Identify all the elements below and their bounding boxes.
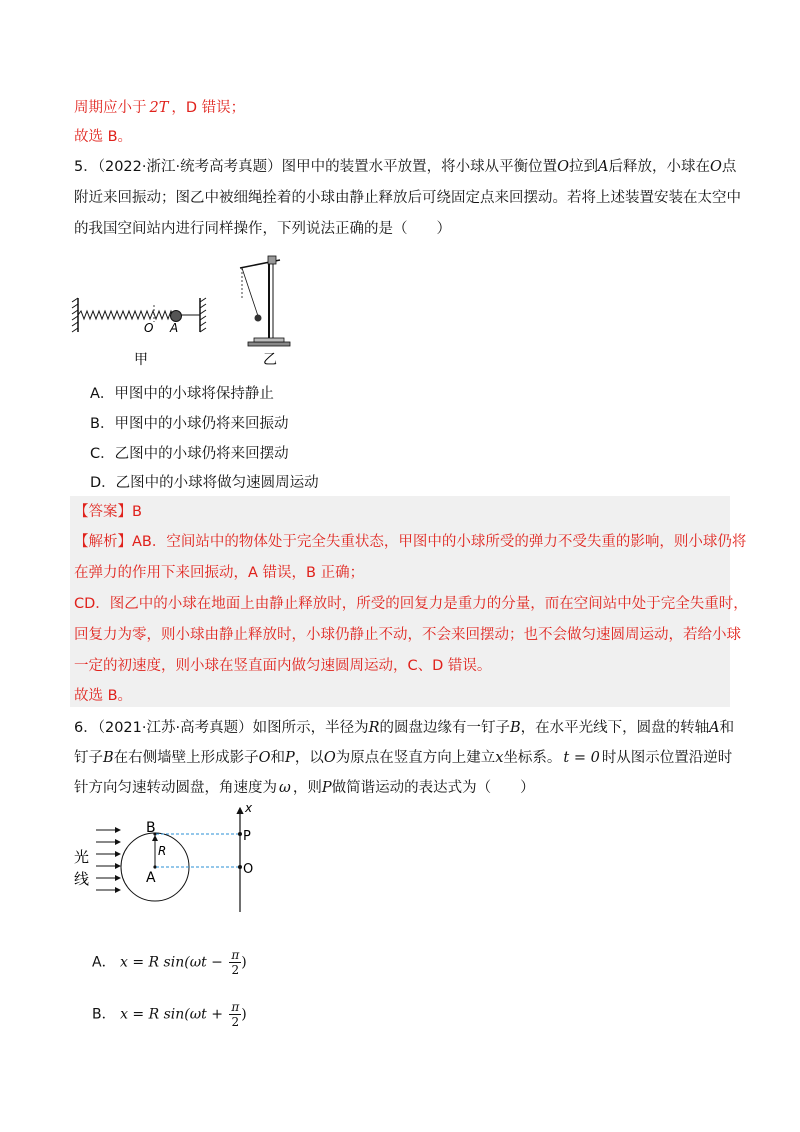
q6-var-R: R bbox=[368, 720, 380, 736]
q5-stem-line2: 附近来回振动；图乙中被细绳拴着的小球由静止释放后可绕固定点来回摆动。若将上述装置安装在太空中 bbox=[74, 190, 741, 206]
q6-var-x: x bbox=[495, 750, 504, 766]
label-B: B bbox=[146, 820, 156, 836]
q5-option-b: B．甲图中的小球仍将来回振动 bbox=[90, 416, 289, 432]
fraction-den: 2 bbox=[231, 1015, 240, 1029]
analysis-line5: 一定的初速度，则小球在竖直面内做匀速圆周运动，C、D 错误。 bbox=[74, 658, 492, 674]
formula-lhs: x = R sin(ωt + bbox=[120, 1006, 223, 1023]
q6-text: 时从图示位置沿逆时 bbox=[601, 750, 733, 766]
q5-option-a: A．甲图中的小球将保持静止 bbox=[90, 386, 274, 402]
label-A: A bbox=[170, 321, 179, 335]
analysis-text: AB．空间站中的物体处于完全失重状态，甲图中的小球所受的弹力不受失重的影响，则小球仍将 bbox=[132, 534, 747, 550]
answer-value: B bbox=[132, 504, 142, 520]
label-O: O bbox=[144, 321, 154, 335]
light-label-1: 光 bbox=[74, 848, 90, 866]
q6-var-omega: ω bbox=[279, 780, 291, 796]
analysis-line2: 在弹力的作用下来回振动，A 错误，B 正确； bbox=[74, 565, 365, 581]
close-paren: ) bbox=[241, 954, 247, 971]
q6-text: 和 bbox=[719, 720, 735, 736]
light-arrows bbox=[96, 830, 120, 890]
q6-text: 坐标系。 bbox=[503, 750, 562, 766]
q6-var-O: O bbox=[323, 750, 336, 766]
q6-var-P: P bbox=[285, 750, 295, 766]
q6-text: 做简谐运动的表达式为（ ） bbox=[331, 780, 535, 796]
q6-text: 在右侧墙壁上形成影子 bbox=[113, 750, 259, 766]
label-A: A bbox=[146, 870, 156, 886]
q6-var-B: B bbox=[510, 720, 521, 736]
label-P: P bbox=[243, 829, 251, 844]
q5-var-O: O bbox=[557, 159, 569, 175]
q5-figure bbox=[70, 250, 380, 375]
analysis-line1 bbox=[74, 532, 746, 552]
caption-yi: 乙 bbox=[263, 352, 277, 368]
fraction-num: π bbox=[231, 948, 240, 962]
q5-text: 点 bbox=[721, 159, 737, 175]
q6-text: 和 bbox=[270, 750, 286, 766]
axis-x-label: x bbox=[245, 801, 253, 815]
q6-text: 6．（2021·江苏·高考真题）如图所示，半径为 bbox=[74, 720, 369, 736]
q6-option-a bbox=[92, 948, 247, 977]
q6-stem-line3 bbox=[74, 778, 535, 798]
q6-text: ，以 bbox=[294, 750, 324, 766]
option-label: A． bbox=[92, 954, 116, 971]
fraction bbox=[229, 1000, 241, 1029]
option-label: B． bbox=[92, 1006, 116, 1023]
label-O: O bbox=[243, 862, 254, 877]
q6-text: 为原点在竖直方向上建立 bbox=[335, 750, 496, 766]
q5-var-A: A bbox=[597, 159, 609, 175]
light-label-2: 线 bbox=[74, 870, 90, 888]
q6-var-O: O bbox=[258, 750, 271, 766]
analysis-line3: CD．图乙中的小球在地面上由静止释放时，所受的回复力是重力的分量，而在空间站中处于完全失重时， bbox=[74, 596, 748, 612]
q5-text: 5．（2022·浙江·统考高考真题）图甲中的装置水平放置，将小球从平衡位置 bbox=[74, 159, 558, 175]
q6-figure bbox=[70, 800, 280, 915]
answer-line bbox=[74, 502, 142, 522]
q5-stem-line3: 的我国空间站内进行同样操作，下列说法正确的是（ ） bbox=[74, 221, 451, 237]
q6-text: 针方向匀速转动圆盘，角速度为 bbox=[74, 780, 277, 796]
prev-explanation-line bbox=[74, 98, 245, 118]
prev-conclusion: 故选 B。 bbox=[74, 129, 133, 145]
q6-stem-line2 bbox=[74, 748, 732, 768]
analysis-line4: 回复力为零，则小球由静止释放时，小球仍静止不动，不会来回摆动；也不会做匀速圆周运动，若给小球 bbox=[74, 627, 741, 643]
q5-option-d: D．乙图中的小球将做匀速圆周运动 bbox=[90, 475, 319, 491]
q6-text: ，则 bbox=[292, 780, 322, 796]
formula-lhs: x = R sin(ωt − bbox=[120, 954, 223, 971]
q5-text: 拉到 bbox=[568, 159, 598, 175]
q6-text: 的圆盘边缘有一钉子 bbox=[379, 720, 511, 736]
close-paren: ) bbox=[241, 1006, 247, 1023]
caption-jia: 甲 bbox=[134, 352, 148, 368]
analysis-conclusion: 故选 B。 bbox=[74, 688, 133, 704]
spring-diagram bbox=[70, 298, 210, 368]
q6-option-b bbox=[92, 1000, 247, 1029]
q6-stem-line1 bbox=[74, 718, 734, 738]
prev-math: 2T bbox=[149, 100, 169, 116]
label-R: R bbox=[158, 844, 167, 858]
fraction-num: π bbox=[231, 1000, 240, 1014]
fraction-den: 2 bbox=[231, 963, 240, 977]
q6-text: 钉子 bbox=[74, 750, 103, 766]
pendulum-diagram bbox=[240, 256, 290, 368]
q6-var-A: A bbox=[709, 720, 720, 736]
q5-stem-line1 bbox=[74, 157, 736, 177]
fraction bbox=[229, 948, 241, 977]
q6-var-P: P bbox=[321, 780, 332, 796]
prev-text-end: ，D 错误； bbox=[171, 100, 246, 116]
q6-text: ，在水平光线下，圆盘的转轴 bbox=[520, 720, 710, 736]
q5-text: 后释放，小球在 bbox=[608, 159, 710, 175]
q6-var-B: B bbox=[103, 750, 114, 766]
q5-option-c: C．乙图中的小球仍将来回摆动 bbox=[90, 446, 289, 462]
answer-tag: 【答案】 bbox=[74, 504, 132, 520]
q6-math-t0: t = 0 bbox=[563, 750, 600, 766]
prev-text: 周期应小于 bbox=[74, 100, 147, 116]
analysis-tag: 【解析】 bbox=[74, 534, 132, 550]
q5-var-O: O bbox=[709, 159, 722, 175]
